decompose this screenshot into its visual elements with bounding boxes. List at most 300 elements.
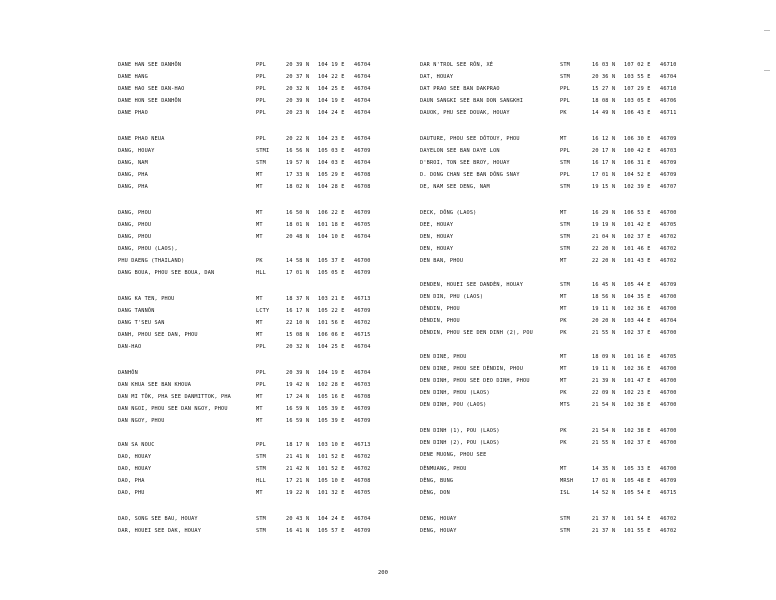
entry-name: DEN DIN, PHU (LAOS) bbox=[420, 294, 484, 300]
map-code: 46709 bbox=[354, 418, 371, 424]
map-code: 46709 bbox=[660, 172, 677, 178]
gazetteer-entry bbox=[118, 184, 378, 194]
latitude: 16 59 N bbox=[286, 406, 310, 412]
feature-type: PPL bbox=[256, 344, 266, 350]
longitude: 102 37 E bbox=[624, 234, 651, 240]
map-code: 46709 bbox=[660, 478, 677, 484]
latitude: 16 17 N bbox=[286, 308, 310, 314]
map-code: 46706 bbox=[660, 98, 677, 104]
entry-name: DÈNG, BUNG bbox=[420, 478, 454, 484]
gazetteer-entry bbox=[420, 378, 720, 388]
gazetteer-entry bbox=[118, 210, 378, 220]
gazetteer-entry bbox=[118, 296, 378, 306]
map-code: 46710 bbox=[660, 86, 677, 92]
longitude: 101 18 E bbox=[318, 222, 345, 228]
map-code: 46705 bbox=[660, 222, 677, 228]
latitude: 16 12 N bbox=[592, 136, 616, 142]
longitude: 107 29 E bbox=[624, 86, 651, 92]
longitude: 102 37 E bbox=[624, 330, 651, 336]
entry-name: DAO, PHA bbox=[118, 478, 145, 484]
feature-type: LCTY bbox=[256, 308, 270, 314]
longitude: 102 39 E bbox=[624, 184, 651, 190]
entry-name: DENG, HOUAY bbox=[420, 516, 457, 522]
map-code: 46704 bbox=[354, 516, 371, 522]
map-code: 46709 bbox=[660, 160, 677, 166]
latitude: 20 23 N bbox=[286, 110, 310, 116]
map-code: 46704 bbox=[660, 74, 677, 80]
feature-type: PK bbox=[560, 428, 567, 434]
gazetteer-entry bbox=[118, 406, 378, 416]
feature-type: PK bbox=[560, 390, 567, 396]
feature-type: MT bbox=[560, 258, 567, 264]
longitude: 103 21 E bbox=[318, 296, 345, 302]
entry-name: DEE, HOUAY bbox=[420, 222, 454, 228]
entry-name: DAYELON SEE BAN DAYE LON bbox=[420, 148, 500, 154]
longitude: 104 25 E bbox=[318, 344, 345, 350]
longitude: 104 25 E bbox=[318, 86, 345, 92]
feature-type: HLL bbox=[256, 478, 266, 484]
map-code: 46700 bbox=[660, 466, 677, 472]
map-code: 46702 bbox=[354, 320, 371, 326]
entry-name: DAR, HOUEI SEE DAK, HOUAY bbox=[118, 528, 202, 534]
longitude: 104 19 E bbox=[318, 62, 345, 68]
latitude: 19 11 N bbox=[592, 366, 616, 372]
gazetteer-entry bbox=[118, 308, 378, 318]
gazetteer-entry bbox=[118, 528, 378, 538]
feature-type: STM bbox=[560, 282, 570, 288]
map-code: 46702 bbox=[660, 516, 677, 522]
entry-name: DAO, PHU bbox=[118, 490, 145, 496]
gazetteer-entry bbox=[118, 466, 378, 476]
entry-name: DEN DINH, PHOU (LAOS) bbox=[420, 390, 490, 396]
longitude: 102 23 E bbox=[624, 390, 651, 396]
feature-type: PPL bbox=[560, 98, 570, 104]
feature-type: ISL bbox=[560, 490, 570, 496]
map-code: 46703 bbox=[354, 382, 371, 388]
entry-name: DAN NGOI, PHOU SEE DAN NGOY, PHOU bbox=[118, 406, 228, 412]
latitude: 20 17 N bbox=[592, 148, 616, 154]
gazetteer-entry bbox=[420, 306, 720, 316]
map-code: 46700 bbox=[354, 258, 371, 264]
feature-type: MT bbox=[560, 366, 567, 372]
latitude: 20 36 N bbox=[592, 74, 616, 80]
longitude: 101 55 E bbox=[624, 528, 651, 534]
feature-type: STM bbox=[256, 160, 266, 166]
feature-type: MT bbox=[256, 172, 263, 178]
gazetteer-entry bbox=[420, 390, 720, 400]
map-code: 46705 bbox=[354, 222, 371, 228]
latitude: 16 45 N bbox=[592, 282, 616, 288]
feature-type: MT bbox=[560, 210, 567, 216]
feature-type: PK bbox=[560, 440, 567, 446]
longitude: 104 19 E bbox=[318, 98, 345, 104]
gazetteer-entry bbox=[420, 160, 720, 170]
latitude: 20 32 N bbox=[286, 344, 310, 350]
longitude: 105 57 E bbox=[318, 528, 345, 534]
entry-name: DEN, HOUAY bbox=[420, 246, 454, 252]
latitude: 18 56 N bbox=[592, 294, 616, 300]
longitude: 105 29 E bbox=[318, 172, 345, 178]
map-code: 46704 bbox=[354, 234, 371, 240]
entry-name: DANG TANNÔN bbox=[118, 308, 155, 314]
feature-type: PPL bbox=[256, 86, 266, 92]
latitude: 20 22 N bbox=[286, 136, 310, 142]
entry-name: DANG, PHOU bbox=[118, 234, 152, 240]
longitude: 102 36 E bbox=[624, 366, 651, 372]
longitude: 102 38 E bbox=[624, 402, 651, 408]
entry-name: DANE HAN SEE DANHÔN bbox=[118, 62, 182, 68]
latitude: 20 32 N bbox=[286, 86, 310, 92]
map-code: 46709 bbox=[354, 528, 371, 534]
gazetteer-entry bbox=[420, 210, 720, 220]
map-code: 46704 bbox=[354, 62, 371, 68]
entry-name: DAO, HOUAY bbox=[118, 466, 152, 472]
entry-name: DEN DINE, PHOU bbox=[420, 354, 467, 360]
gazetteer-entry bbox=[118, 258, 378, 268]
longitude: 103 05 E bbox=[624, 98, 651, 104]
entry-name: DÈNDIN, PHOU bbox=[420, 306, 460, 312]
latitude: 21 54 N bbox=[592, 402, 616, 408]
latitude: 17 01 N bbox=[286, 270, 310, 276]
latitude: 15 27 N bbox=[592, 86, 616, 92]
map-code: 46709 bbox=[354, 210, 371, 216]
longitude: 105 03 E bbox=[318, 148, 345, 154]
longitude: 105 33 E bbox=[624, 466, 651, 472]
feature-type: STM bbox=[560, 516, 570, 522]
latitude: 19 11 N bbox=[592, 306, 616, 312]
feature-type: MT bbox=[256, 184, 263, 190]
longitude: 100 42 E bbox=[624, 148, 651, 154]
longitude: 105 39 E bbox=[318, 406, 345, 412]
longitude: 103 55 E bbox=[624, 74, 651, 80]
map-code: 46700 bbox=[660, 330, 677, 336]
feature-type: STMI bbox=[256, 148, 270, 154]
gazetteer-entry bbox=[118, 394, 378, 404]
gazetteer-entry bbox=[420, 148, 720, 158]
scan-edge-mark bbox=[764, 30, 770, 31]
entry-name: DANHÔN bbox=[118, 370, 138, 376]
feature-type: MT bbox=[256, 406, 263, 412]
map-code: 46700 bbox=[660, 294, 677, 300]
feature-type: MT bbox=[256, 320, 263, 326]
feature-type: PK bbox=[560, 110, 567, 116]
feature-type: PPL bbox=[256, 74, 266, 80]
feature-type: PK bbox=[560, 330, 567, 336]
map-code: 46711 bbox=[660, 110, 677, 116]
map-code: 46700 bbox=[660, 366, 677, 372]
map-code: 46700 bbox=[660, 306, 677, 312]
latitude: 19 15 N bbox=[592, 184, 616, 190]
longitude: 106 31 E bbox=[624, 160, 651, 166]
map-code: 46703 bbox=[660, 148, 677, 154]
map-code: 46702 bbox=[660, 528, 677, 534]
map-code: 46704 bbox=[354, 98, 371, 104]
entry-name: DENE MUONG, PHOU SEE bbox=[420, 452, 487, 458]
feature-type: PPL bbox=[560, 172, 570, 178]
gazetteer-entry bbox=[420, 74, 720, 84]
latitude: 18 01 N bbox=[286, 222, 310, 228]
gazetteer-entry bbox=[118, 246, 378, 256]
feature-type: PPL bbox=[256, 110, 266, 116]
map-code: 46700 bbox=[660, 440, 677, 446]
gazetteer-entry bbox=[420, 330, 720, 340]
map-code: 46700 bbox=[660, 428, 677, 434]
gazetteer-entry bbox=[118, 148, 378, 158]
feature-type: MT bbox=[256, 418, 263, 424]
longitude: 101 16 E bbox=[624, 354, 651, 360]
feature-type: STM bbox=[560, 160, 570, 166]
longitude: 105 54 E bbox=[624, 490, 651, 496]
latitude: 16 03 N bbox=[592, 62, 616, 68]
longitude: 104 24 E bbox=[318, 110, 345, 116]
gazetteer-entry bbox=[420, 478, 720, 488]
map-code: 46702 bbox=[660, 234, 677, 240]
map-code: 46709 bbox=[354, 308, 371, 314]
gazetteer-entry bbox=[118, 454, 378, 464]
map-code: 46700 bbox=[660, 390, 677, 396]
feature-type: STM bbox=[560, 74, 570, 80]
gazetteer-entry bbox=[420, 366, 720, 376]
longitude: 105 10 E bbox=[318, 478, 345, 484]
entry-name: DANG T'SEU SAN bbox=[118, 320, 165, 326]
feature-type: STM bbox=[256, 516, 266, 522]
longitude: 104 24 E bbox=[318, 516, 345, 522]
gazetteer-entry bbox=[420, 354, 720, 364]
entry-name: DANG, PHA bbox=[118, 172, 148, 178]
latitude: 19 19 N bbox=[592, 222, 616, 228]
latitude: 18 37 N bbox=[286, 296, 310, 302]
entry-name: DÈNDIN, PHOU SEE DEN DINH (2), POU bbox=[420, 330, 533, 336]
longitude: 102 38 E bbox=[624, 428, 651, 434]
entry-name: DANG, NAM bbox=[118, 160, 148, 166]
longitude: 101 54 E bbox=[624, 516, 651, 522]
map-code: 46702 bbox=[660, 246, 677, 252]
latitude: 21 54 N bbox=[592, 428, 616, 434]
map-code: 46709 bbox=[354, 270, 371, 276]
gazetteer-entry bbox=[420, 516, 720, 526]
longitude: 103 44 E bbox=[624, 318, 651, 324]
feature-type: MT bbox=[560, 136, 567, 142]
gazetteer-entry bbox=[118, 516, 378, 526]
gazetteer-entry bbox=[420, 184, 720, 194]
latitude: 20 39 N bbox=[286, 98, 310, 104]
longitude: 103 10 E bbox=[318, 442, 345, 448]
feature-type: STM bbox=[256, 528, 266, 534]
latitude: 16 29 N bbox=[592, 210, 616, 216]
entry-name: DENDEN, HOUEI SEE DANDÈN, HOUAY bbox=[420, 282, 524, 288]
entry-name: DEN DINH, POU (LAOS) bbox=[420, 402, 487, 408]
gazetteer-entry bbox=[420, 402, 720, 412]
page-number: 200 bbox=[378, 570, 388, 576]
entry-name: DECK, DÔNG (LAOS) bbox=[420, 210, 477, 216]
map-code: 46702 bbox=[660, 258, 677, 264]
latitude: 21 39 N bbox=[592, 378, 616, 384]
feature-type: MT bbox=[256, 332, 263, 338]
feature-type: PPL bbox=[256, 382, 266, 388]
longitude: 101 43 E bbox=[624, 258, 651, 264]
feature-type: PPL bbox=[560, 86, 570, 92]
map-code: 46705 bbox=[354, 490, 371, 496]
gazetteer-entry bbox=[118, 62, 378, 72]
latitude: 17 33 N bbox=[286, 172, 310, 178]
feature-type: MT bbox=[256, 394, 263, 400]
latitude: 14 35 N bbox=[592, 466, 616, 472]
map-code: 46704 bbox=[354, 110, 371, 116]
feature-type: MT bbox=[560, 354, 567, 360]
entry-name: DAUTURE, PHOU SEE DÔTOUY, PHOU bbox=[420, 136, 520, 142]
feature-type: PPL bbox=[560, 148, 570, 154]
longitude: 105 22 E bbox=[318, 308, 345, 314]
entry-name: DENG, HOUAY bbox=[420, 528, 457, 534]
entry-name: DÈNMUANG, PHOU bbox=[420, 466, 467, 472]
latitude: 17 24 N bbox=[286, 394, 310, 400]
entry-name: DAN MI TÔK, PHA SEE DANMITTOK, PHA bbox=[118, 394, 231, 400]
entry-name: DAT, HOUAY bbox=[420, 74, 454, 80]
latitude: 21 42 N bbox=[286, 466, 310, 472]
map-code: 46704 bbox=[354, 370, 371, 376]
longitude: 101 42 E bbox=[624, 222, 651, 228]
gazetteer-entry bbox=[118, 478, 378, 488]
longitude: 105 05 E bbox=[318, 270, 345, 276]
latitude: 21 37 N bbox=[592, 516, 616, 522]
feature-type: PPL bbox=[256, 370, 266, 376]
entry-name: DAO, HOUAY bbox=[118, 454, 152, 460]
longitude: 102 28 E bbox=[318, 382, 345, 388]
feature-type: PK bbox=[560, 318, 567, 324]
gazetteer-entry bbox=[420, 466, 720, 476]
longitude: 107 02 E bbox=[624, 62, 651, 68]
map-code: 46708 bbox=[354, 478, 371, 484]
latitude: 18 08 N bbox=[592, 98, 616, 104]
feature-type: MT bbox=[560, 378, 567, 384]
gazetteer-entry bbox=[118, 74, 378, 84]
feature-type: MRSH bbox=[560, 478, 574, 484]
feature-type: STM bbox=[560, 234, 570, 240]
latitude: 15 08 N bbox=[286, 332, 310, 338]
map-code: 46704 bbox=[354, 86, 371, 92]
entry-name: DANE PHAO bbox=[118, 110, 148, 116]
latitude: 17 01 N bbox=[592, 172, 616, 178]
entry-name: DANG BOUA, PHOU SEE BOUA, DAN bbox=[118, 270, 215, 276]
feature-type: PPL bbox=[256, 62, 266, 68]
feature-type: STM bbox=[256, 454, 266, 460]
entry-name: DEN DINH, PHOU SEE DEO DINH, PHOU bbox=[420, 378, 530, 384]
map-code: 46707 bbox=[660, 184, 677, 190]
latitude: 19 42 N bbox=[286, 382, 310, 388]
gazetteer-entry bbox=[420, 234, 720, 244]
longitude: 104 28 E bbox=[318, 184, 345, 190]
map-code: 46709 bbox=[660, 136, 677, 142]
gazetteer-entry bbox=[118, 442, 378, 452]
map-code: 46709 bbox=[354, 148, 371, 154]
map-code: 46700 bbox=[660, 210, 677, 216]
latitude: 18 02 N bbox=[286, 184, 310, 190]
map-code: 46704 bbox=[660, 318, 677, 324]
entry-name: DÈNG, DON bbox=[420, 490, 450, 496]
gazetteer-entry bbox=[118, 490, 378, 500]
longitude: 102 37 E bbox=[624, 440, 651, 446]
latitude: 16 41 N bbox=[286, 528, 310, 534]
latitude: 17 21 N bbox=[286, 478, 310, 484]
latitude: 22 10 N bbox=[286, 320, 310, 326]
map-code: 46713 bbox=[354, 442, 371, 448]
longitude: 104 10 E bbox=[318, 234, 345, 240]
entry-name: DEN BAN, PHOU bbox=[420, 258, 464, 264]
gazetteer-entry bbox=[420, 222, 720, 232]
gazetteer-entry bbox=[118, 418, 378, 428]
longitude: 106 22 E bbox=[318, 210, 345, 216]
gazetteer-entry bbox=[420, 98, 720, 108]
map-code: 46704 bbox=[354, 136, 371, 142]
map-code: 46702 bbox=[354, 454, 371, 460]
entry-name: DANG, HOUAY bbox=[118, 148, 155, 154]
entry-name: DAUOK, PHU SEE DOUAK, HOUAY bbox=[420, 110, 510, 116]
gazetteer-entry bbox=[420, 440, 720, 450]
gazetteer-entry bbox=[118, 172, 378, 182]
gazetteer-entry bbox=[118, 136, 378, 146]
entry-name: DÈNDIN, PHOU bbox=[420, 318, 460, 324]
gazetteer-entry bbox=[420, 258, 720, 268]
latitude: 16 59 N bbox=[286, 418, 310, 424]
map-code: 46710 bbox=[660, 62, 677, 68]
gazetteer-entry bbox=[118, 370, 378, 380]
scan-edge-mark bbox=[764, 70, 770, 71]
latitude: 18 17 N bbox=[286, 442, 310, 448]
latitude: 20 20 N bbox=[592, 318, 616, 324]
gazetteer-entry bbox=[420, 62, 720, 72]
gazetteer-entry bbox=[420, 86, 720, 96]
entry-name: PHU DAENG (THAILAND) bbox=[118, 258, 185, 264]
latitude: 19 22 N bbox=[286, 490, 310, 496]
latitude: 20 43 N bbox=[286, 516, 310, 522]
gazetteer-entry bbox=[420, 528, 720, 538]
entry-name: D. DONG CHAN SEE BAN DÔNG SNAY bbox=[420, 172, 520, 178]
gazetteer-entry bbox=[118, 86, 378, 96]
feature-type: MT bbox=[560, 306, 567, 312]
feature-type: PPL bbox=[256, 98, 266, 104]
map-code: 46702 bbox=[354, 466, 371, 472]
longitude: 104 22 E bbox=[318, 74, 345, 80]
gazetteer-entry bbox=[420, 452, 720, 462]
latitude: 16 56 N bbox=[286, 148, 310, 154]
latitude: 18 09 N bbox=[592, 354, 616, 360]
latitude: 21 55 N bbox=[592, 440, 616, 446]
entry-name: DANE PHAO NEUA bbox=[118, 136, 165, 142]
latitude: 21 41 N bbox=[286, 454, 310, 460]
longitude: 101 52 E bbox=[318, 466, 345, 472]
latitude: 21 37 N bbox=[592, 528, 616, 534]
feature-type: MTS bbox=[560, 402, 570, 408]
entry-name: DAN KHUA SEE BAN KHOUA bbox=[118, 382, 192, 388]
map-code: 46709 bbox=[354, 406, 371, 412]
feature-type: MT bbox=[560, 294, 567, 300]
longitude: 105 39 E bbox=[318, 418, 345, 424]
longitude: 102 36 E bbox=[624, 306, 651, 312]
gazetteer-entry bbox=[420, 110, 720, 120]
feature-type: PK bbox=[256, 258, 263, 264]
gazetteer-entry bbox=[118, 270, 378, 280]
entry-name: DAT PRAO SEE BAN DAKPRAO bbox=[420, 86, 500, 92]
latitude: 21 04 N bbox=[592, 234, 616, 240]
feature-type: PPL bbox=[256, 442, 266, 448]
longitude: 101 46 E bbox=[624, 246, 651, 252]
entry-name: D'BROI, TON SEE BROY, HOUAY bbox=[420, 160, 510, 166]
entry-name: DAN-HAO bbox=[118, 344, 142, 350]
feature-type: MT bbox=[256, 296, 263, 302]
latitude: 20 39 N bbox=[286, 370, 310, 376]
latitude: 16 50 N bbox=[286, 210, 310, 216]
latitude: 17 01 N bbox=[592, 478, 616, 484]
